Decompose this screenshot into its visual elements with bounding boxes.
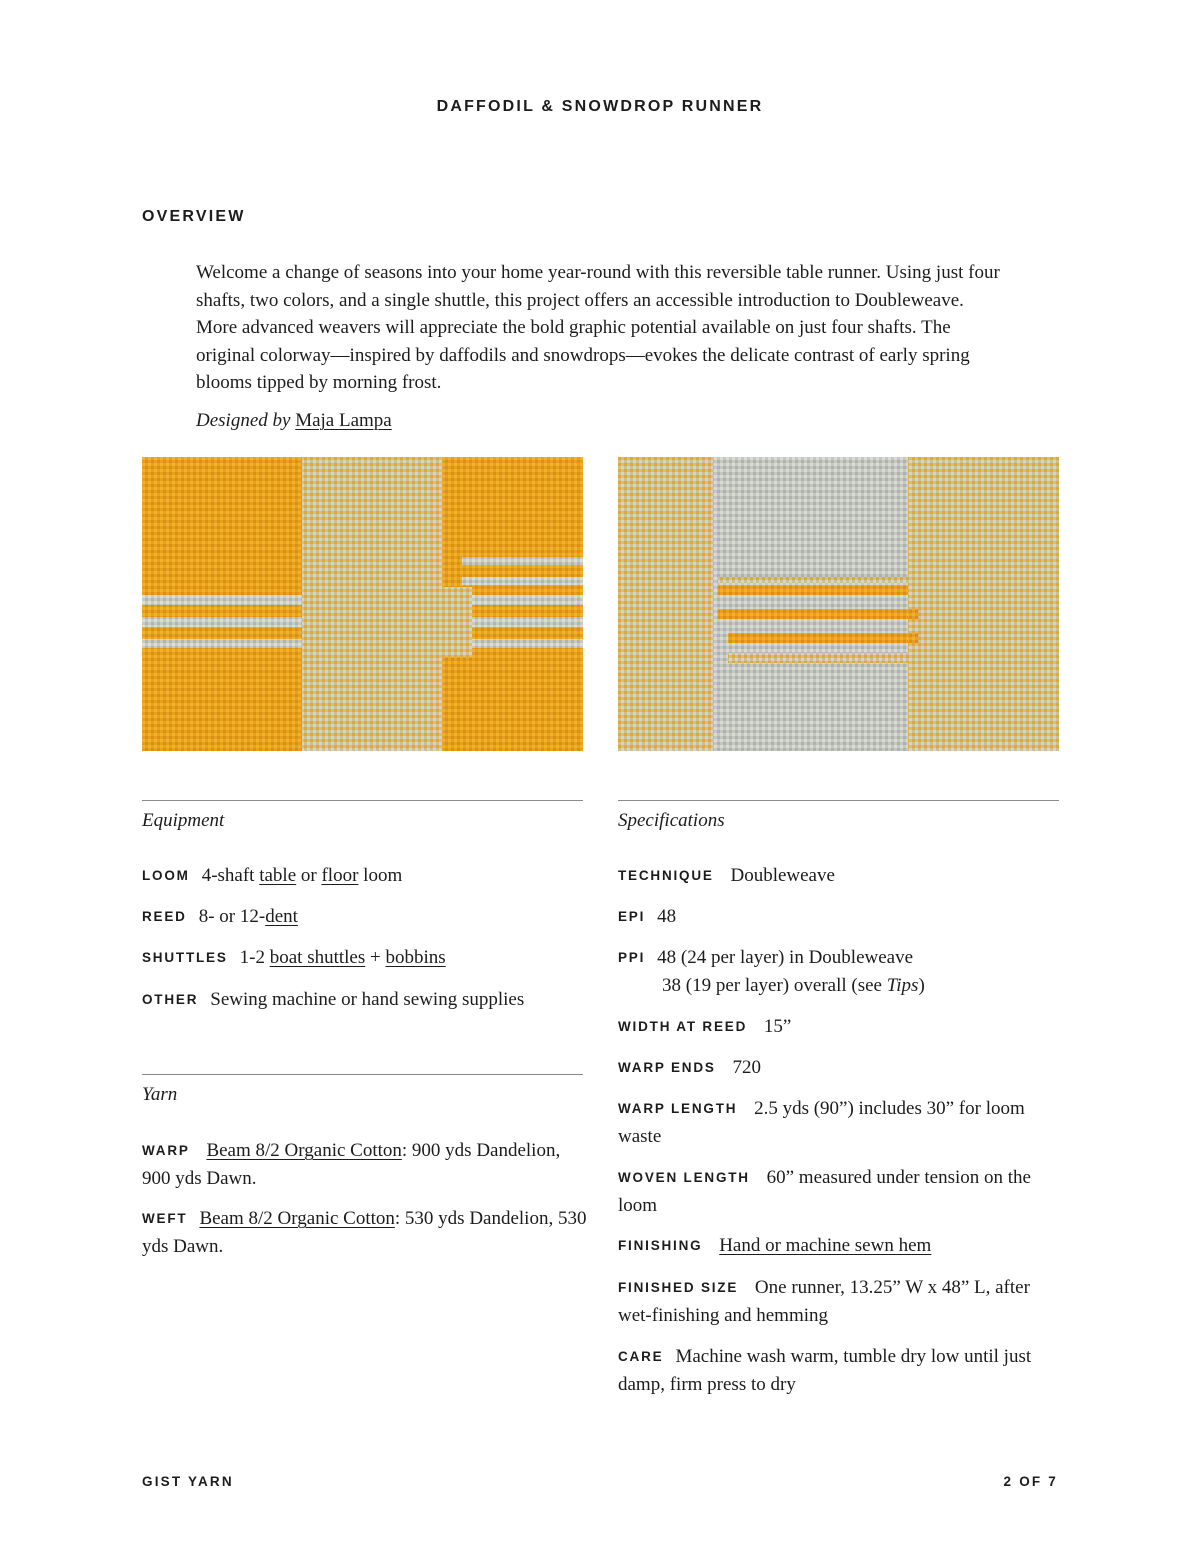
woven-length-value: 60” measured under tension on the loom — [618, 1167, 1031, 1216]
other-value: Sewing machine or hand sewing supplies — [210, 989, 525, 1010]
ppi-field — [618, 944, 1059, 999]
ppi-line2-close: ) — [918, 974, 925, 996]
epi-field — [618, 903, 1059, 931]
technique-value: Doubleweave — [730, 865, 835, 886]
shuttles-field — [142, 944, 583, 972]
overview-paragraph: Welcome a change of seasons into your home year-round with this reversible table runner. Using just four shafts, two colors, and a single shuttle, this project offers an accessible introduction to Doubleweave. More advanced weavers will appreciate the bold graphic potential available on just four shafts. The original colorway—inspired by daffodils and snowdrops—evokes the delicate contrast of early spring blooms tipped by morning frost. — [196, 262, 1000, 393]
warp-length-key: WARP LENGTH — [618, 1101, 738, 1116]
warp-yarn-value: : 900 yds Dandelion, 900 yds Dawn. — [142, 1140, 561, 1189]
loom-field — [142, 862, 583, 890]
footer-brand: GIST YARN — [142, 1474, 234, 1489]
yarn-divider — [142, 1074, 583, 1075]
designer-link[interactable]: Maja Lampa — [295, 410, 392, 431]
weft-yarn-link[interactable]: Beam 8/2 Organic Cotton — [199, 1208, 395, 1229]
shuttles-key: SHUTTLES — [142, 950, 228, 965]
equipment-divider — [142, 800, 583, 801]
weft-yarn-value: : 530 yds Dandelion, 530 yds Dawn. — [142, 1208, 587, 1257]
other-key: OTHER — [142, 992, 199, 1007]
care-field — [618, 1343, 1059, 1398]
ppi-line2: 38 (19 per layer) overall (see — [662, 974, 882, 996]
warp-length-field — [618, 1095, 1063, 1150]
finished-size-value: One runner, 13.25” W x 48” L, after wet-finishing and hemming — [618, 1277, 1030, 1326]
width-at-reed-field — [618, 1013, 1059, 1041]
woven-length-key: WOVEN LENGTH — [618, 1170, 750, 1185]
finished-size-key: FINISHED SIZE — [618, 1280, 739, 1295]
warp-ends-key: WARP ENDS — [618, 1060, 716, 1075]
specifications-label: Specifications — [618, 810, 725, 831]
warp-ends-field — [618, 1054, 1059, 1082]
warp-ends-value: 720 — [732, 1057, 761, 1078]
shuttles-connector: + — [370, 947, 381, 968]
width-at-reed-key: WIDTH AT REED — [618, 1019, 748, 1034]
reed-field — [142, 903, 583, 931]
loom-connector: or — [300, 865, 317, 886]
loom-suffix: loom — [363, 865, 403, 886]
shuttles-prefix: 1-2 — [239, 947, 265, 968]
epi-key: EPI — [618, 909, 646, 924]
designed-by-label: Designed by — [196, 410, 291, 431]
finished-size-field — [618, 1274, 1063, 1329]
loom-key: LOOM — [142, 868, 190, 883]
woven-fabric-reverse-image — [618, 457, 1059, 751]
warp-yarn-field — [142, 1137, 587, 1192]
boat-shuttles-link[interactable]: boat shuttles — [269, 947, 366, 968]
finishing-link[interactable]: Hand or machine sewn hem — [719, 1235, 932, 1256]
finishing-key: FINISHING — [618, 1238, 703, 1253]
woven-fabric-image — [142, 457, 583, 751]
weave-photo-dawn-side — [618, 457, 1059, 751]
care-value: Machine wash warm, tumble dry low until just damp, firm press to dry — [618, 1346, 1032, 1395]
warp-yarn-link[interactable]: Beam 8/2 Organic Cotton — [206, 1140, 402, 1161]
weft-yarn-field — [142, 1205, 592, 1260]
care-key: CARE — [618, 1349, 664, 1364]
document-title: DAFFODIL & SNOWDROP RUNNER — [436, 98, 764, 115]
designer-credit — [196, 410, 392, 432]
yarn-label: Yarn — [142, 1084, 178, 1105]
ppi-key: PPI — [618, 950, 646, 965]
reed-prefix: 8- or 12- — [198, 906, 266, 927]
technique-field — [618, 862, 1059, 890]
other-field — [142, 986, 583, 1014]
warp-yarn-key: WARP — [142, 1143, 190, 1158]
warp-length-value: 2.5 yds (90”) includes 30” for loom waste — [618, 1098, 1025, 1147]
finishing-field — [618, 1232, 1059, 1260]
ppi-line1: 48 (24 per layer) in Doubleweave — [657, 947, 914, 968]
dent-link[interactable]: dent — [265, 906, 298, 927]
woven-length-field — [618, 1164, 1063, 1219]
reed-key: REED — [142, 909, 187, 924]
ppi-tips-ref: Tips — [886, 974, 919, 996]
table-loom-link[interactable]: table — [259, 865, 297, 886]
width-at-reed-value: 15” — [763, 1016, 792, 1037]
bobbins-link[interactable]: bobbins — [385, 947, 446, 968]
floor-loom-link[interactable]: floor — [321, 865, 359, 886]
equipment-label: Equipment — [142, 810, 225, 831]
weave-photo-dandelion-side — [142, 457, 583, 751]
specifications-divider — [618, 800, 1059, 801]
weft-yarn-key: WEFT — [142, 1211, 188, 1226]
page-number: 2 OF 7 — [1003, 1474, 1058, 1489]
overview-heading: OVERVIEW — [142, 208, 246, 225]
technique-key: TECHNIQUE — [618, 868, 714, 883]
epi-value: 48 — [657, 906, 677, 927]
loom-prefix: 4-shaft — [201, 865, 255, 886]
